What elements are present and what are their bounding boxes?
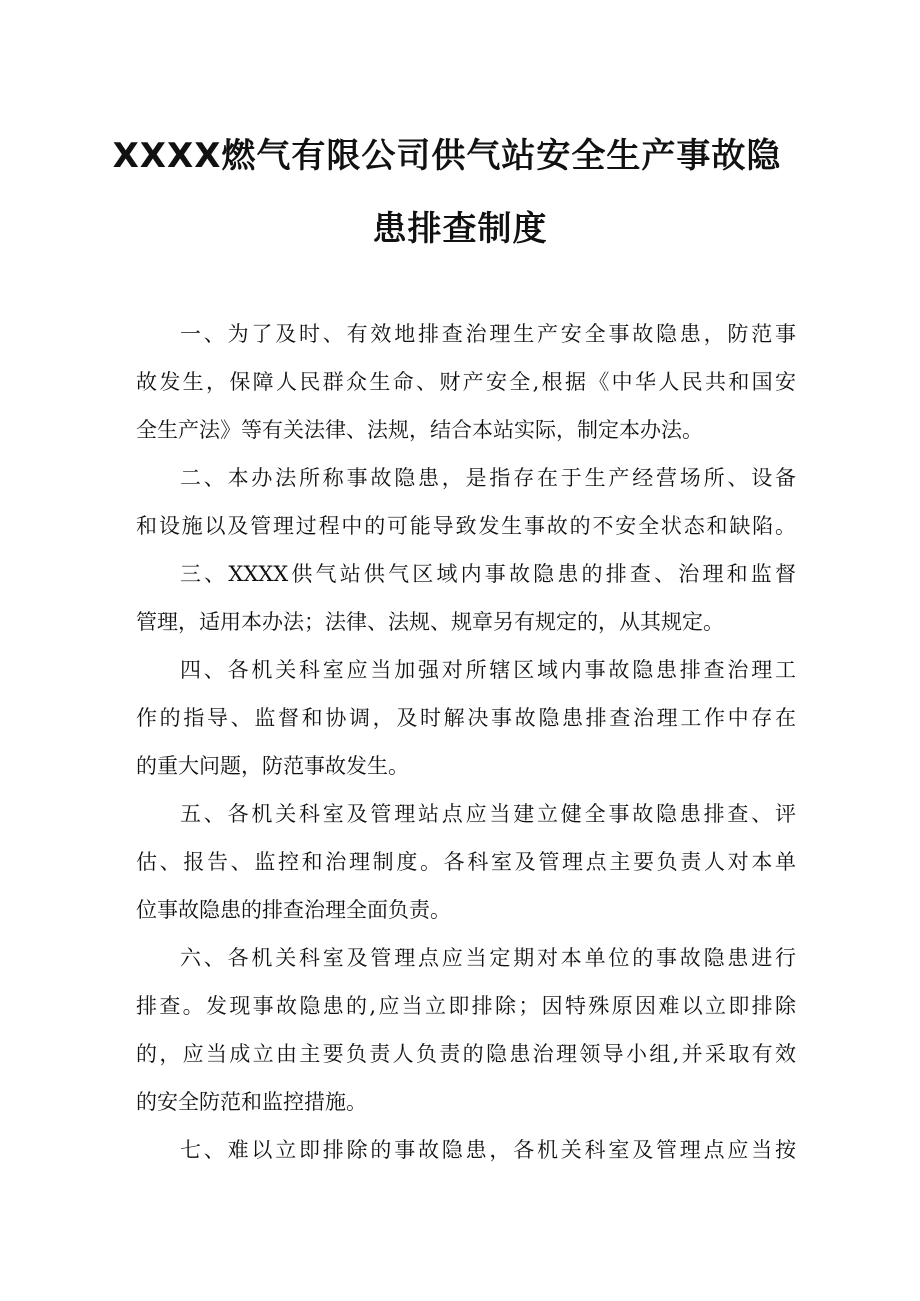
document-body xyxy=(136,310,796,1174)
paragraph-6 xyxy=(136,934,796,1126)
paragraph-line: 七、难以立即排除的事故隐患，各机关科室及管理点应当按 xyxy=(180,1138,796,1162)
paragraph-2 xyxy=(136,454,796,550)
paragraph-line: 的，应当成立由主要负责人负责的隐患治理领导小组,并采取有效 xyxy=(136,1042,796,1066)
paragraph-line: 一、为了及时、有效地排查治理生产安全事故隐患，防范事 xyxy=(180,322,796,346)
document-title-line-2: 患排查制度 xyxy=(372,209,548,249)
paragraph-line: 估、报告、监控和治理制度。各科室及管理点主要负责人对本单 xyxy=(136,850,796,874)
paragraph-line: 作的指导、监督和协调，及时解决事故隐患排查治理工作中存在 xyxy=(136,706,796,730)
document-title-line-1: XXXX燃气有限公司供气站安全生产事故隐 xyxy=(112,136,782,176)
paragraph-line: 五、各机关科室及管理站点应当建立健全事故隐患排查、评 xyxy=(180,802,796,826)
paragraph-line: 三、XXXX供气站供气区域内事故隐患的排查、治理和监督 xyxy=(180,562,796,586)
paragraph-7 xyxy=(136,1126,796,1174)
paragraph-5 xyxy=(136,790,796,934)
paragraph-1 xyxy=(136,310,796,454)
paragraph-line: 排查。发现事故隐患的,应当立即排除；因特殊原因难以立即排除 xyxy=(136,994,796,1018)
paragraph-line: 位事故隐患的排查治理全面负责。 xyxy=(136,898,451,922)
paragraph-line: 全生产法》等有关法律、法规，结合本站实际，制定本办法。 xyxy=(136,418,703,442)
paragraph-line: 二、本办法所称事故隐患，是指存在于生产经营场所、设备 xyxy=(180,466,796,490)
paragraph-3 xyxy=(136,550,796,646)
paragraph-4 xyxy=(136,646,796,790)
paragraph-line: 的重大问题，防范事故发生。 xyxy=(136,754,409,778)
paragraph-line: 和设施以及管理过程中的可能导致发生事故的不安全状态和缺陷。 xyxy=(136,514,796,538)
paragraph-line: 故发生，保障人民群众生命、财产安全,根据《中华人民共和国安 xyxy=(136,370,796,394)
paragraph-line: 六、各机关科室及管理点应当定期对本单位的事故隐患进行 xyxy=(180,946,796,970)
paragraph-line: 管理，适用本办法；法律、法规、规章另有规定的，从其规定。 xyxy=(136,610,724,634)
paragraph-line: 的安全防范和监控措施。 xyxy=(136,1090,367,1114)
paragraph-line: 四、各机关科室应当加强对所辖区域内事故隐患排查治理工 xyxy=(180,658,796,682)
